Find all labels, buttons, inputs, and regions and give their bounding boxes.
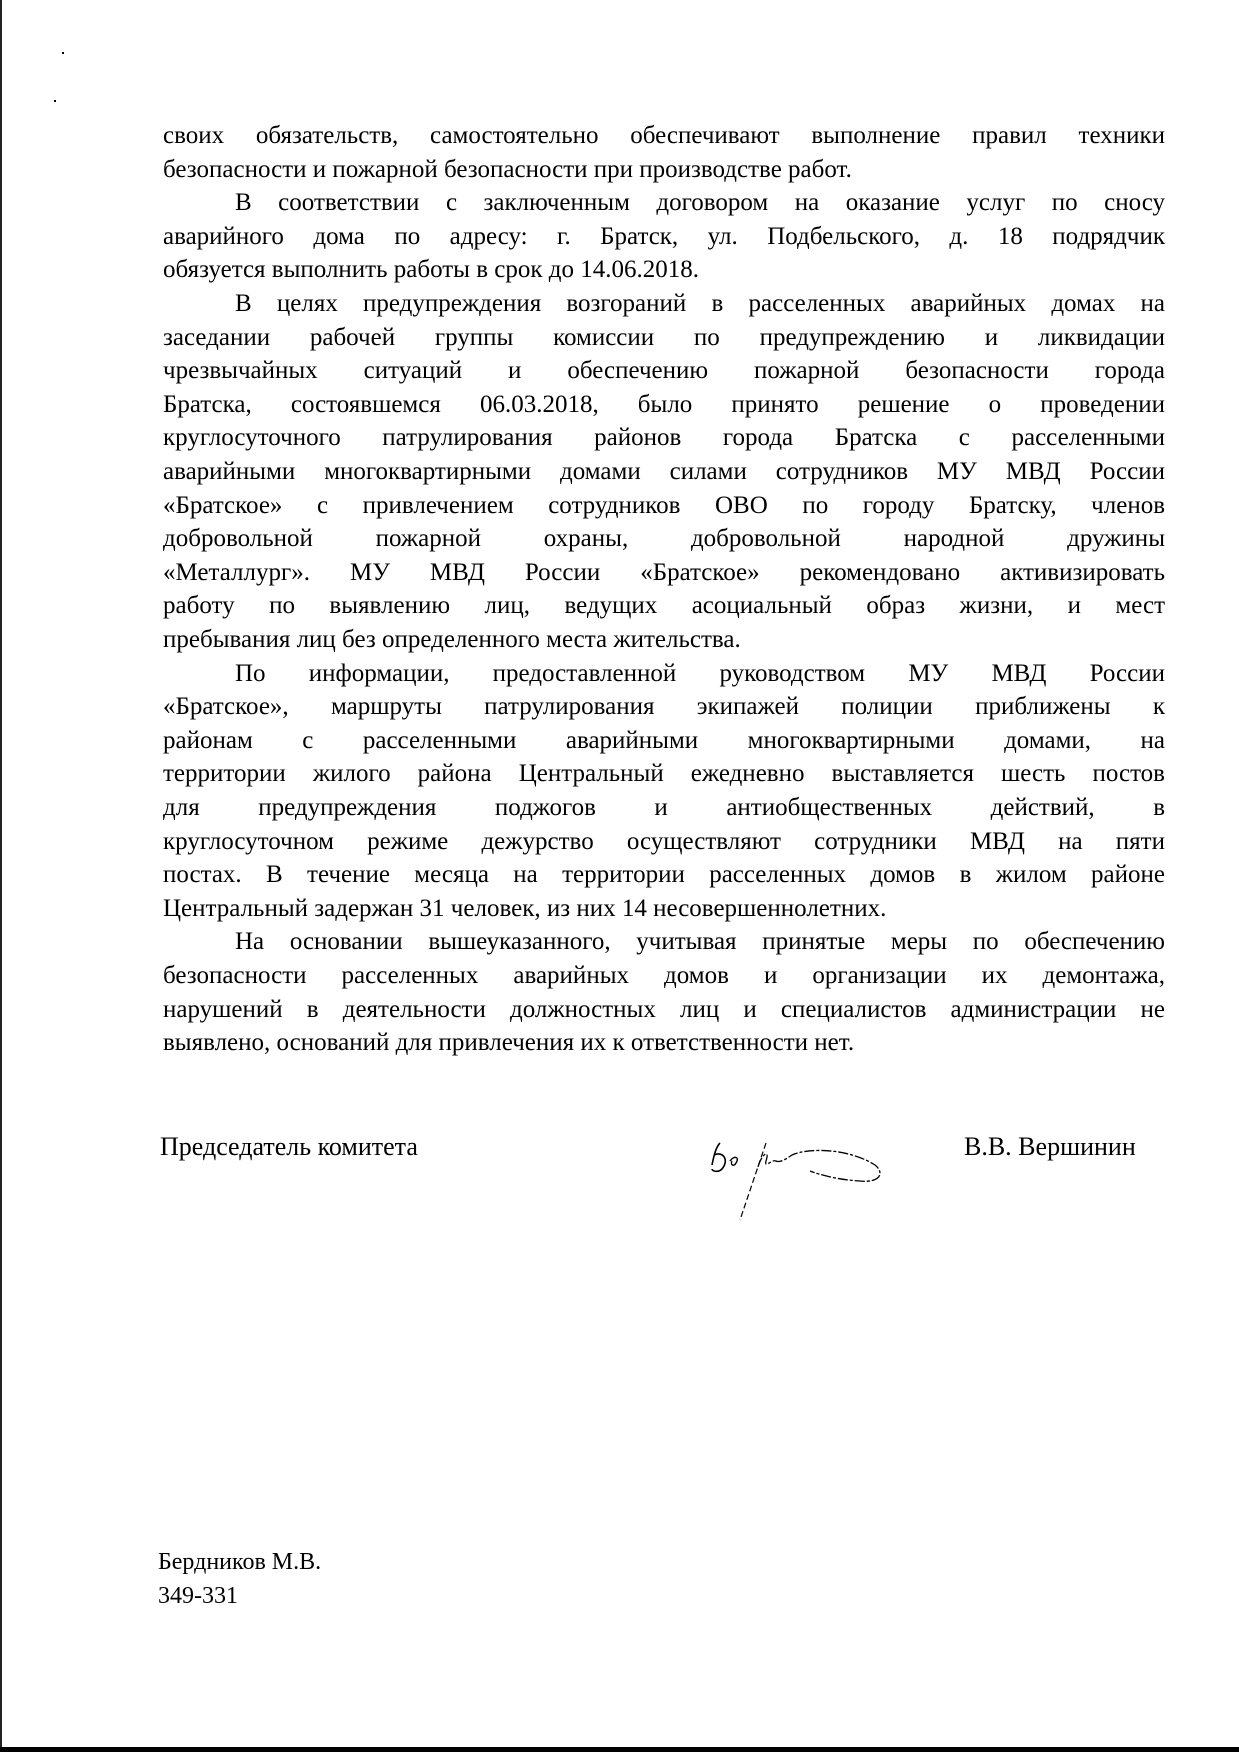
body-text-line: чрезвычайных ситуаций и обеспечению пожарной безопасности города — [163, 357, 1165, 385]
body-text-line: для предупреждения поджогов и антиобщественных действий, в — [163, 794, 1165, 821]
body-text-line: нарушений в деятельности должностных лиц и специалистов администрации не — [163, 995, 1165, 1023]
body-text-line: В целях предупреждения возгораний в расселенных аварийных домах на — [235, 290, 1165, 317]
body-text-line: аварийного дома по адресу: г. Братск, ул. Подбельского, д. 18 подрядчик — [163, 222, 1165, 250]
body-text-line: В соответствии с заключенным договором на оказание услуг по сносу — [235, 189, 1165, 217]
body-text-line: аварийными многоквартирными домами силами сотрудников МУ МВД России — [163, 458, 1165, 485]
body-text-line: «Братское», маршруты патрулирования экипажей полиции приближены к — [163, 693, 1165, 721]
scan-speck — [54, 100, 56, 102]
executor-name: Бердников М.В. — [158, 1549, 322, 1575]
body-text-line: территории жилого района Центральный ежедневно выставляется шесть постов — [163, 760, 1165, 788]
body-text-line: Центральный задержан 31 человек, из них 14 несовершеннолетних. — [163, 894, 887, 922]
body-text-line: постах. В течение месяца на территории расселенных домов в жилом районе — [163, 861, 1165, 889]
body-text-line: На основании вышеуказанного, учитывая принятые меры по обеспечению — [235, 928, 1165, 956]
body-text-line: круглосуточного патрулирования районов города Братска с расселенными — [163, 424, 1165, 452]
body-text-line: районам с расселенными аварийными многоквартирными домами, на — [163, 726, 1165, 754]
body-text-line: По информации, предоставленной руководством МУ МВД России — [235, 659, 1165, 687]
body-text-line: своих обязательств, самостоятельно обеспечивают выполнение правил техники — [163, 122, 1165, 149]
body-text-line: работу по выявлению лиц, ведущих асоциальный образ жизни, и мест — [163, 592, 1165, 620]
body-text-line: добровольной пожарной охраны, добровольной народной дружины — [163, 525, 1165, 553]
scan-speck — [62, 52, 64, 54]
body-text-line: обязуется выполнить работы в срок до 14.06.2018. — [163, 256, 699, 284]
body-text-line: пребывания лиц без определенного места жительства. — [163, 626, 741, 653]
handwritten-signature — [700, 1125, 910, 1295]
body-text-line: «Металлург». МУ МВД России «Братское» рекомендовано активизировать — [163, 558, 1165, 586]
body-text-line: безопасности и пожарной безопасности при производстве работ. — [163, 155, 852, 183]
scan-bottom-edge — [0, 1747, 1239, 1752]
body-text-line: безопасности расселенных аварийных домов и организации их демонтажа, — [163, 962, 1165, 989]
executor-phone: 349-331 — [158, 1583, 238, 1609]
body-text-line: выявлено, оснований для привлечения их к ответственности нет. — [163, 1029, 855, 1057]
body-text-line: заседании рабочей группы комиссии по предупреждению и ликвидации — [163, 323, 1165, 351]
body-text-line: круглосуточном режиме дежурство осуществляют сотрудники МВД на пяти — [163, 827, 1165, 855]
body-text-line: «Братское» с привлечением сотрудников ОВО по городу Братску, членов — [163, 491, 1165, 519]
body-text-line: Братска, состоявшемся 06.03.2018, было принято решение о проведении — [163, 390, 1165, 418]
scan-left-edge — [0, 0, 2, 1752]
signatory-position: Председатель комитета — [160, 1132, 418, 1161]
signatory-name: В.В. Вершинин — [964, 1132, 1136, 1161]
